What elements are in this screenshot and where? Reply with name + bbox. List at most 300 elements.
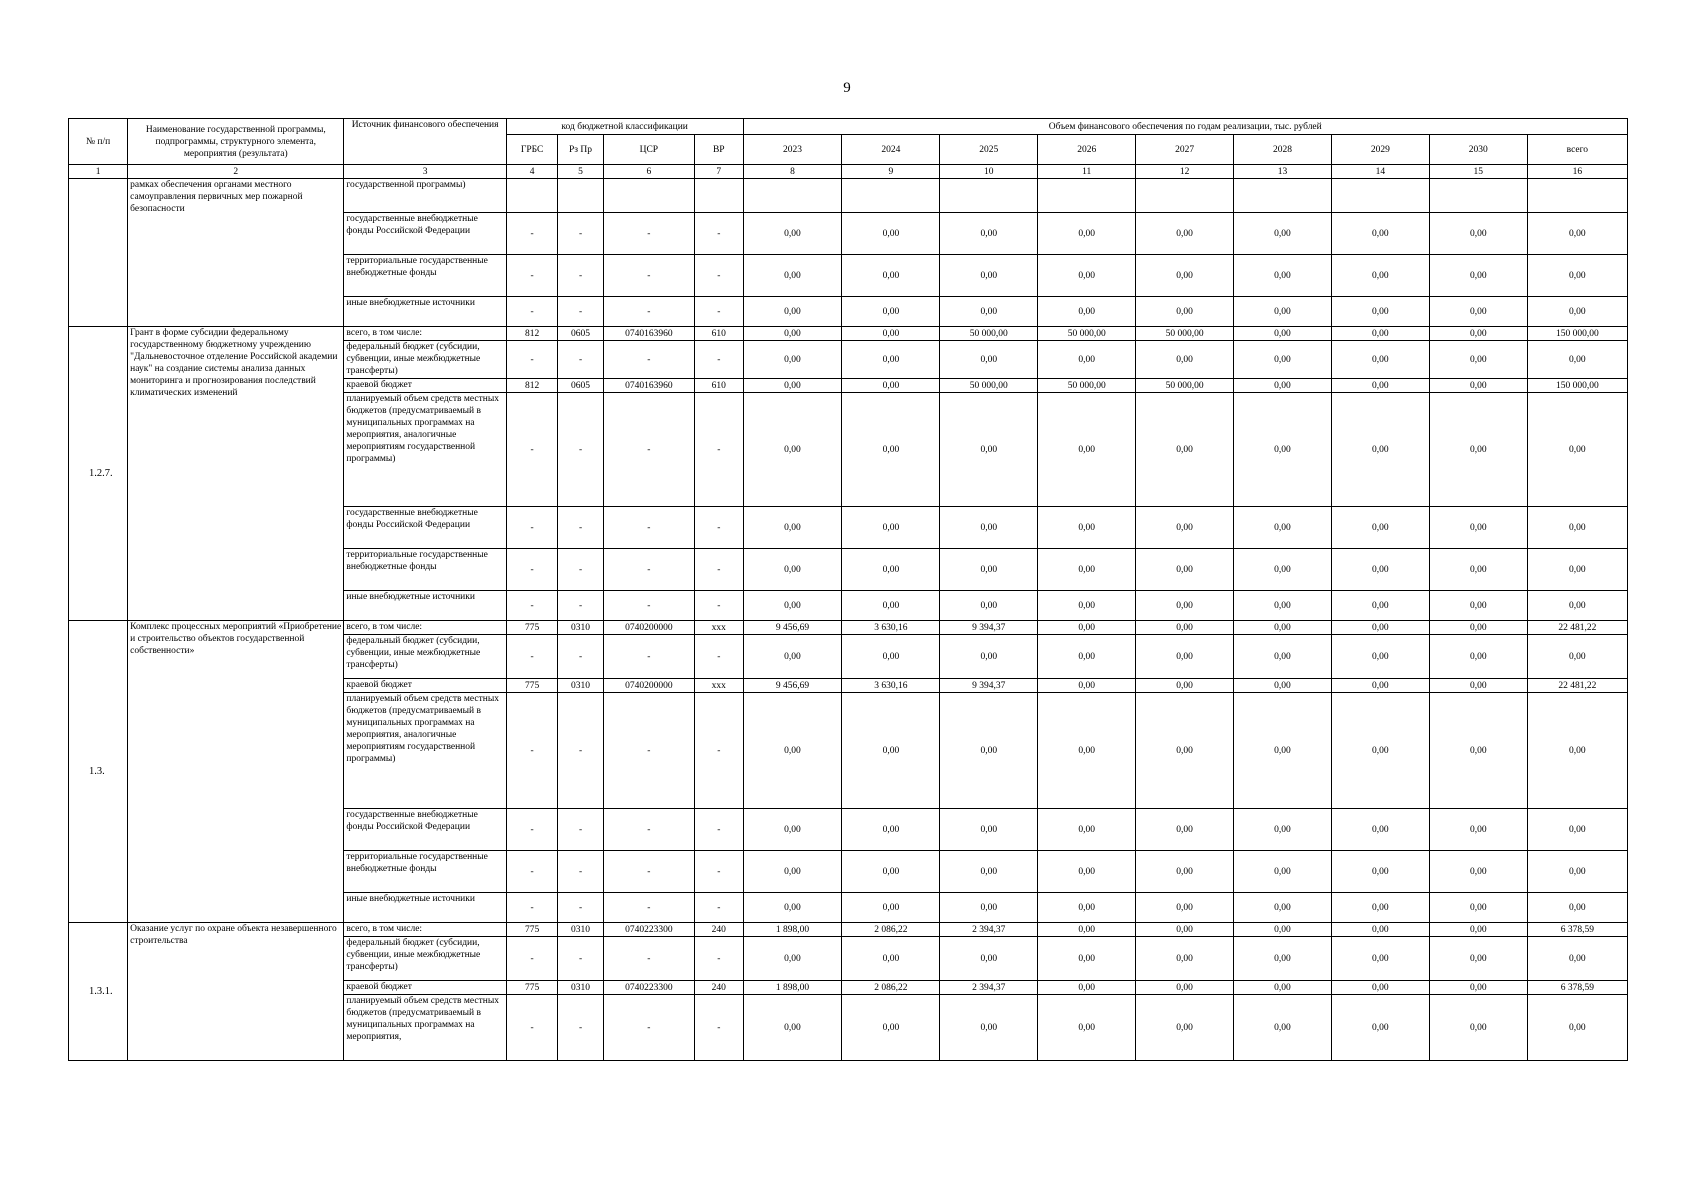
year-value-cell bbox=[1429, 179, 1527, 213]
year-value-cell: 50 000,00 bbox=[1136, 379, 1234, 393]
column-index: 10 bbox=[940, 165, 1038, 179]
kbk-cell: 775 bbox=[506, 981, 558, 995]
funding-source: краевой бюджет bbox=[344, 981, 506, 995]
kbk-cell: - bbox=[695, 635, 743, 679]
year-value-cell: 0,00 bbox=[1331, 893, 1429, 923]
row-number: 1.3.1. bbox=[69, 923, 128, 1061]
kbk-cell: 812 bbox=[506, 379, 558, 393]
kbk-cell: - bbox=[695, 591, 743, 621]
kbk-cell: - bbox=[506, 851, 558, 893]
measure-name: Грант в форме субсидии федеральному государственному бюджетному учреждению "Дальневосточное отделение Российской академии наук" на создание системы анализа данных мониторинга и прогнозирования последствий климатических изменений bbox=[128, 327, 344, 621]
year-value-cell: 0,00 bbox=[1038, 995, 1136, 1061]
funding-source: федеральный бюджет (субсидии, субвенции, иные межбюджетные трансферты) bbox=[344, 635, 506, 679]
year-value-cell: 0,00 bbox=[743, 213, 842, 255]
year-value-cell: 0,00 bbox=[1136, 507, 1234, 549]
kbk-cell: - bbox=[603, 591, 694, 621]
kbk-cell: 610 bbox=[695, 379, 743, 393]
kbk-cell: - bbox=[695, 507, 743, 549]
year-value-cell: 0,00 bbox=[1038, 393, 1136, 507]
year-value-cell: 0,00 bbox=[743, 937, 842, 981]
total-value-cell: 0,00 bbox=[1527, 937, 1627, 981]
year-value-cell: 0,00 bbox=[1038, 255, 1136, 297]
kbk-cell: - bbox=[558, 393, 603, 507]
header-kbk-col: Рз Пр bbox=[558, 135, 603, 165]
year-value-cell: 0,00 bbox=[1331, 393, 1429, 507]
header-num: № п/п bbox=[69, 119, 128, 165]
year-value-cell: 0,00 bbox=[1429, 621, 1527, 635]
measure-name: Комплекс процессных мероприятий «Приобретение и строительство объектов государственной собственности» bbox=[128, 621, 344, 923]
column-index: 7 bbox=[695, 165, 743, 179]
column-index-row bbox=[69, 165, 1628, 179]
year-value-cell: 0,00 bbox=[1038, 507, 1136, 549]
kbk-cell: - bbox=[558, 341, 603, 379]
column-index: 9 bbox=[842, 165, 940, 179]
kbk-cell: - bbox=[558, 507, 603, 549]
column-index: 6 bbox=[603, 165, 694, 179]
year-value-cell: 0,00 bbox=[743, 341, 842, 379]
total-value-cell: 150 000,00 bbox=[1527, 379, 1627, 393]
year-value-cell: 0,00 bbox=[1136, 635, 1234, 679]
header-name: Наименование государственной программы, подпрограммы, структурного элемента, мероприятия (результата) bbox=[128, 119, 344, 165]
kbk-cell: - bbox=[695, 693, 743, 809]
year-value-cell: 0,00 bbox=[1331, 809, 1429, 851]
year-value-cell: 0,00 bbox=[1331, 549, 1429, 591]
year-value-cell: 0,00 bbox=[1038, 213, 1136, 255]
kbk-cell: - bbox=[603, 851, 694, 893]
header-year-col: 2027 bbox=[1136, 135, 1234, 165]
kbk-cell: - bbox=[603, 937, 694, 981]
year-value-cell: 0,00 bbox=[1331, 591, 1429, 621]
row-number bbox=[69, 179, 128, 327]
year-value-cell bbox=[743, 179, 842, 213]
column-index: 1 bbox=[69, 165, 128, 179]
year-value-cell: 0,00 bbox=[842, 379, 940, 393]
year-value-cell: 0,00 bbox=[1136, 213, 1234, 255]
kbk-cell: 775 bbox=[506, 621, 558, 635]
kbk-cell: - bbox=[558, 893, 603, 923]
year-value-cell: 0,00 bbox=[1331, 379, 1429, 393]
year-value-cell: 0,00 bbox=[1136, 995, 1234, 1061]
year-value-cell: 0,00 bbox=[1038, 591, 1136, 621]
kbk-cell: - bbox=[695, 393, 743, 507]
funding-source: планируемый объем средств местных бюджетов (предусматриваемый в муниципальных программах на мероприятия, аналогичные мероприятиям государственной программы) bbox=[344, 393, 506, 507]
year-value-cell: 0,00 bbox=[1331, 507, 1429, 549]
kbk-cell: - bbox=[603, 693, 694, 809]
table-header bbox=[69, 119, 1628, 179]
column-index: 2 bbox=[128, 165, 344, 179]
kbk-cell: - bbox=[603, 549, 694, 591]
header-year-col: 2023 bbox=[743, 135, 842, 165]
row-number: 1.2.7. bbox=[69, 327, 128, 621]
year-value-cell: 0,00 bbox=[842, 507, 940, 549]
year-value-cell: 0,00 bbox=[1038, 809, 1136, 851]
year-value-cell: 0,00 bbox=[842, 693, 940, 809]
kbk-cell: 0310 bbox=[558, 981, 603, 995]
year-value-cell: 0,00 bbox=[1429, 507, 1527, 549]
funding-source: краевой бюджет bbox=[344, 379, 506, 393]
total-value-cell: 0,00 bbox=[1527, 851, 1627, 893]
year-value-cell: 0,00 bbox=[1234, 379, 1332, 393]
year-value-cell: 0,00 bbox=[1331, 923, 1429, 937]
header-year-col: 2024 bbox=[842, 135, 940, 165]
total-value-cell: 150 000,00 bbox=[1527, 327, 1627, 341]
year-value-cell: 0,00 bbox=[1038, 341, 1136, 379]
year-value-cell: 0,00 bbox=[940, 549, 1038, 591]
kbk-cell: - bbox=[603, 809, 694, 851]
kbk-cell: 0740223300 bbox=[603, 981, 694, 995]
year-value-cell: 0,00 bbox=[1136, 693, 1234, 809]
header-kbk-group: код бюджетной классификации bbox=[506, 119, 743, 135]
kbk-cell: - bbox=[603, 213, 694, 255]
kbk-cell: - bbox=[695, 297, 743, 327]
year-value-cell: 0,00 bbox=[940, 393, 1038, 507]
total-value-cell: 0,00 bbox=[1527, 693, 1627, 809]
funding-source: иные внебюджетные источники bbox=[344, 893, 506, 923]
year-value-cell: 0,00 bbox=[1234, 327, 1332, 341]
year-value-cell: 0,00 bbox=[842, 995, 940, 1061]
year-value-cell: 0,00 bbox=[940, 297, 1038, 327]
kbk-cell: - bbox=[695, 255, 743, 297]
year-value-cell: 50 000,00 bbox=[940, 379, 1038, 393]
year-value-cell: 0,00 bbox=[1429, 995, 1527, 1061]
year-value-cell: 0,00 bbox=[1136, 393, 1234, 507]
kbk-cell bbox=[603, 179, 694, 213]
kbk-cell: - bbox=[695, 549, 743, 591]
year-value-cell: 0,00 bbox=[842, 213, 940, 255]
year-value-cell: 0,00 bbox=[1331, 327, 1429, 341]
total-value-cell: 6 378,59 bbox=[1527, 981, 1627, 995]
kbk-cell: - bbox=[695, 995, 743, 1061]
kbk-cell: - bbox=[558, 635, 603, 679]
kbk-cell: - bbox=[603, 393, 694, 507]
year-value-cell: 0,00 bbox=[1429, 549, 1527, 591]
header-year-col: 2029 bbox=[1331, 135, 1429, 165]
kbk-cell: - bbox=[558, 693, 603, 809]
year-value-cell: 0,00 bbox=[1429, 297, 1527, 327]
year-value-cell: 0,00 bbox=[1038, 297, 1136, 327]
kbk-cell: 0740223300 bbox=[603, 923, 694, 937]
year-value-cell: 0,00 bbox=[1234, 213, 1332, 255]
year-value-cell: 0,00 bbox=[940, 341, 1038, 379]
kbk-cell: - bbox=[506, 255, 558, 297]
year-value-cell: 0,00 bbox=[1234, 995, 1332, 1061]
year-value-cell: 0,00 bbox=[743, 851, 842, 893]
year-value-cell bbox=[1234, 179, 1332, 213]
year-value-cell: 0,00 bbox=[1234, 297, 1332, 327]
kbk-cell: - bbox=[695, 937, 743, 981]
year-value-cell: 0,00 bbox=[1234, 809, 1332, 851]
total-value-cell: 22 481,22 bbox=[1527, 679, 1627, 693]
year-value-cell: 0,00 bbox=[940, 851, 1038, 893]
kbk-cell: - bbox=[558, 213, 603, 255]
year-value-cell: 0,00 bbox=[1136, 937, 1234, 981]
year-value-cell: 0,00 bbox=[1429, 379, 1527, 393]
kbk-cell: - bbox=[506, 507, 558, 549]
year-value-cell: 0,00 bbox=[1331, 635, 1429, 679]
year-value-cell: 9 394,37 bbox=[940, 679, 1038, 693]
year-value-cell: 0,00 bbox=[940, 213, 1038, 255]
year-value-cell: 1 898,00 bbox=[743, 981, 842, 995]
column-index: 15 bbox=[1429, 165, 1527, 179]
year-value-cell: 0,00 bbox=[1234, 981, 1332, 995]
year-value-cell: 0,00 bbox=[1136, 591, 1234, 621]
year-value-cell: 0,00 bbox=[743, 507, 842, 549]
year-value-cell bbox=[940, 179, 1038, 213]
year-value-cell: 0,00 bbox=[743, 809, 842, 851]
kbk-cell: - bbox=[506, 809, 558, 851]
kbk-cell: 0740200000 bbox=[603, 621, 694, 635]
year-value-cell: 0,00 bbox=[842, 327, 940, 341]
kbk-cell: - bbox=[506, 693, 558, 809]
kbk-cell: - bbox=[506, 937, 558, 981]
kbk-cell: 775 bbox=[506, 923, 558, 937]
year-value-cell: 0,00 bbox=[1429, 693, 1527, 809]
column-index: 8 bbox=[743, 165, 842, 179]
year-value-cell: 0,00 bbox=[1331, 937, 1429, 981]
year-value-cell: 0,00 bbox=[940, 995, 1038, 1061]
year-value-cell: 0,00 bbox=[1429, 809, 1527, 851]
kbk-cell: - bbox=[506, 297, 558, 327]
year-value-cell: 9 394,37 bbox=[940, 621, 1038, 635]
year-value-cell: 0,00 bbox=[1331, 679, 1429, 693]
year-value-cell: 0,00 bbox=[1234, 255, 1332, 297]
year-value-cell: 0,00 bbox=[1234, 893, 1332, 923]
year-value-cell bbox=[842, 179, 940, 213]
year-value-cell: 0,00 bbox=[1429, 679, 1527, 693]
year-value-cell: 0,00 bbox=[743, 549, 842, 591]
kbk-cell bbox=[695, 179, 743, 213]
year-value-cell: 0,00 bbox=[1136, 851, 1234, 893]
kbk-cell: - bbox=[558, 995, 603, 1061]
total-value-cell: 0,00 bbox=[1527, 213, 1627, 255]
kbk-cell: 0740200000 bbox=[603, 679, 694, 693]
year-value-cell: 0,00 bbox=[1234, 393, 1332, 507]
funding-source: всего, в том числе: bbox=[344, 621, 506, 635]
total-value-cell: 0,00 bbox=[1527, 995, 1627, 1061]
year-value-cell: 0,00 bbox=[743, 995, 842, 1061]
kbk-cell: 0310 bbox=[558, 923, 603, 937]
kbk-cell: - bbox=[558, 255, 603, 297]
year-value-cell: 0,00 bbox=[1331, 981, 1429, 995]
year-value-cell: 0,00 bbox=[940, 693, 1038, 809]
year-value-cell: 0,00 bbox=[743, 255, 842, 297]
year-value-cell: 0,00 bbox=[1234, 549, 1332, 591]
kbk-cell: 0605 bbox=[558, 379, 603, 393]
year-value-cell: 0,00 bbox=[743, 327, 842, 341]
funding-source: территориальные государственные внебюджетные фонды bbox=[344, 851, 506, 893]
year-value-cell: 0,00 bbox=[1136, 809, 1234, 851]
year-value-cell: 0,00 bbox=[1234, 851, 1332, 893]
kbk-cell: 0740163960 bbox=[603, 327, 694, 341]
funding-source: государственной программы) bbox=[344, 179, 506, 213]
kbk-cell: - bbox=[558, 809, 603, 851]
kbk-cell: - bbox=[558, 549, 603, 591]
year-value-cell: 0,00 bbox=[940, 809, 1038, 851]
kbk-cell: - bbox=[558, 297, 603, 327]
kbk-cell: 240 bbox=[695, 923, 743, 937]
year-value-cell: 0,00 bbox=[842, 255, 940, 297]
header-kbk-col: ЦСР bbox=[603, 135, 694, 165]
year-value-cell: 0,00 bbox=[940, 937, 1038, 981]
year-value-cell: 0,00 bbox=[1136, 923, 1234, 937]
kbk-cell: - bbox=[506, 213, 558, 255]
year-value-cell: 0,00 bbox=[940, 635, 1038, 679]
year-value-cell: 50 000,00 bbox=[940, 327, 1038, 341]
year-value-cell: 0,00 bbox=[842, 297, 940, 327]
header-year-col: 2026 bbox=[1038, 135, 1136, 165]
column-index: 3 bbox=[344, 165, 506, 179]
kbk-cell: xxx bbox=[695, 679, 743, 693]
year-value-cell: 0,00 bbox=[1429, 923, 1527, 937]
kbk-cell: - bbox=[506, 393, 558, 507]
year-value-cell: 3 630,16 bbox=[842, 679, 940, 693]
year-value-cell: 0,00 bbox=[842, 937, 940, 981]
kbk-cell: xxx bbox=[695, 621, 743, 635]
year-value-cell: 0,00 bbox=[940, 591, 1038, 621]
year-value-cell: 0,00 bbox=[1038, 621, 1136, 635]
kbk-cell: - bbox=[603, 995, 694, 1061]
year-value-cell: 0,00 bbox=[842, 893, 940, 923]
funding-source: государственные внебюджетные фонды Российской Федерации bbox=[344, 213, 506, 255]
funding-source: всего, в том числе: bbox=[344, 327, 506, 341]
total-value-cell bbox=[1527, 179, 1627, 213]
kbk-cell: - bbox=[506, 893, 558, 923]
year-value-cell: 0,00 bbox=[1429, 937, 1527, 981]
year-value-cell: 0,00 bbox=[842, 549, 940, 591]
year-value-cell: 0,00 bbox=[1234, 693, 1332, 809]
year-value-cell: 0,00 bbox=[1429, 851, 1527, 893]
kbk-cell: - bbox=[603, 341, 694, 379]
kbk-cell: - bbox=[558, 851, 603, 893]
year-value-cell: 0,00 bbox=[940, 893, 1038, 923]
kbk-cell: - bbox=[695, 893, 743, 923]
year-value-cell: 0,00 bbox=[1234, 507, 1332, 549]
year-value-cell: 0,00 bbox=[1038, 549, 1136, 591]
header-years-group: Объем финансового обеспечения по годам реализации, тыс. рублей bbox=[743, 119, 1628, 135]
year-value-cell: 0,00 bbox=[1331, 255, 1429, 297]
column-index: 4 bbox=[506, 165, 558, 179]
measure-name: Оказание услуг по охране объекта незавершенного строительства bbox=[128, 923, 344, 1061]
year-value-cell: 0,00 bbox=[1234, 679, 1332, 693]
total-value-cell: 0,00 bbox=[1527, 255, 1627, 297]
table-row bbox=[69, 327, 1628, 341]
funding-source: иные внебюджетные источники bbox=[344, 297, 506, 327]
column-index: 14 bbox=[1331, 165, 1429, 179]
year-value-cell: 50 000,00 bbox=[1038, 327, 1136, 341]
column-index: 11 bbox=[1038, 165, 1136, 179]
year-value-cell: 0,00 bbox=[1234, 937, 1332, 981]
year-value-cell: 0,00 bbox=[1429, 327, 1527, 341]
year-value-cell: 0,00 bbox=[1429, 635, 1527, 679]
kbk-cell: 812 bbox=[506, 327, 558, 341]
year-value-cell: 0,00 bbox=[1234, 923, 1332, 937]
kbk-cell: - bbox=[506, 995, 558, 1061]
year-value-cell: 2 086,22 bbox=[842, 923, 940, 937]
kbk-cell bbox=[558, 179, 603, 213]
year-value-cell: 50 000,00 bbox=[1136, 327, 1234, 341]
funding-source: планируемый объем средств местных бюджетов (предусматриваемый в муниципальных программах на мероприятия, bbox=[344, 995, 506, 1061]
total-value-cell: 0,00 bbox=[1527, 549, 1627, 591]
year-value-cell: 0,00 bbox=[1331, 297, 1429, 327]
header-year-col: всего bbox=[1527, 135, 1627, 165]
year-value-cell: 0,00 bbox=[1038, 679, 1136, 693]
year-value-cell: 0,00 bbox=[1136, 255, 1234, 297]
year-value-cell: 9 456,69 bbox=[743, 679, 842, 693]
year-value-cell: 2 086,22 bbox=[842, 981, 940, 995]
funding-source: всего, в том числе: bbox=[344, 923, 506, 937]
year-value-cell: 3 630,16 bbox=[842, 621, 940, 635]
year-value-cell: 0,00 bbox=[1331, 995, 1429, 1061]
year-value-cell: 0,00 bbox=[1234, 591, 1332, 621]
table-row bbox=[69, 923, 1628, 937]
measure-name: рамках обеспечения органами местного самоуправления первичных мер пожарной безопасности bbox=[128, 179, 344, 327]
year-value-cell: 0,00 bbox=[1038, 893, 1136, 923]
year-value-cell: 0,00 bbox=[1429, 591, 1527, 621]
year-value-cell: 0,00 bbox=[1429, 981, 1527, 995]
year-value-cell: 0,00 bbox=[1136, 621, 1234, 635]
year-value-cell: 0,00 bbox=[1038, 923, 1136, 937]
year-value-cell bbox=[1038, 179, 1136, 213]
kbk-cell: - bbox=[695, 341, 743, 379]
year-value-cell: 0,00 bbox=[842, 809, 940, 851]
year-value-cell: 2 394,37 bbox=[940, 923, 1038, 937]
column-index: 5 bbox=[558, 165, 603, 179]
year-value-cell: 0,00 bbox=[1136, 893, 1234, 923]
column-index: 12 bbox=[1136, 165, 1234, 179]
year-value-cell: 0,00 bbox=[1429, 213, 1527, 255]
kbk-cell: 775 bbox=[506, 679, 558, 693]
year-value-cell: 0,00 bbox=[940, 507, 1038, 549]
funding-source: территориальные государственные внебюджетные фонды bbox=[344, 549, 506, 591]
year-value-cell: 0,00 bbox=[1136, 341, 1234, 379]
header-year-col: 2030 bbox=[1429, 135, 1527, 165]
year-value-cell: 0,00 bbox=[1038, 937, 1136, 981]
header-year-col: 2025 bbox=[940, 135, 1038, 165]
year-value-cell: 0,00 bbox=[743, 693, 842, 809]
year-value-cell: 0,00 bbox=[743, 591, 842, 621]
year-value-cell: 0,00 bbox=[743, 379, 842, 393]
kbk-cell bbox=[506, 179, 558, 213]
kbk-cell: - bbox=[603, 255, 694, 297]
kbk-cell: 0310 bbox=[558, 621, 603, 635]
year-value-cell: 9 456,69 bbox=[743, 621, 842, 635]
year-value-cell: 0,00 bbox=[1234, 341, 1332, 379]
header-source: Источник финансового обеспечения bbox=[344, 119, 506, 165]
year-value-cell: 0,00 bbox=[1331, 213, 1429, 255]
year-value-cell: 0,00 bbox=[940, 255, 1038, 297]
header-kbk-col: ВР bbox=[695, 135, 743, 165]
kbk-cell: - bbox=[506, 635, 558, 679]
year-value-cell: 0,00 bbox=[1429, 893, 1527, 923]
year-value-cell: 0,00 bbox=[1429, 255, 1527, 297]
table-row bbox=[69, 621, 1628, 635]
header-kbk-col: ГРБС bbox=[506, 135, 558, 165]
funding-source: территориальные государственные внебюджетные фонды bbox=[344, 255, 506, 297]
kbk-cell: - bbox=[603, 893, 694, 923]
header-year-col: 2028 bbox=[1234, 135, 1332, 165]
year-value-cell: 0,00 bbox=[1429, 393, 1527, 507]
total-value-cell: 0,00 bbox=[1527, 341, 1627, 379]
year-value-cell: 0,00 bbox=[842, 393, 940, 507]
kbk-cell: 0740163960 bbox=[603, 379, 694, 393]
funding-source: планируемый объем средств местных бюджетов (предусматриваемый в муниципальных программах на мероприятия, аналогичные мероприятиям государственной программы) bbox=[344, 693, 506, 809]
kbk-cell: 240 bbox=[695, 981, 743, 995]
funding-source: иные внебюджетные источники bbox=[344, 591, 506, 621]
kbk-cell: 610 bbox=[695, 327, 743, 341]
total-value-cell: 22 481,22 bbox=[1527, 621, 1627, 635]
year-value-cell: 0,00 bbox=[1038, 693, 1136, 809]
year-value-cell: 0,00 bbox=[1234, 635, 1332, 679]
